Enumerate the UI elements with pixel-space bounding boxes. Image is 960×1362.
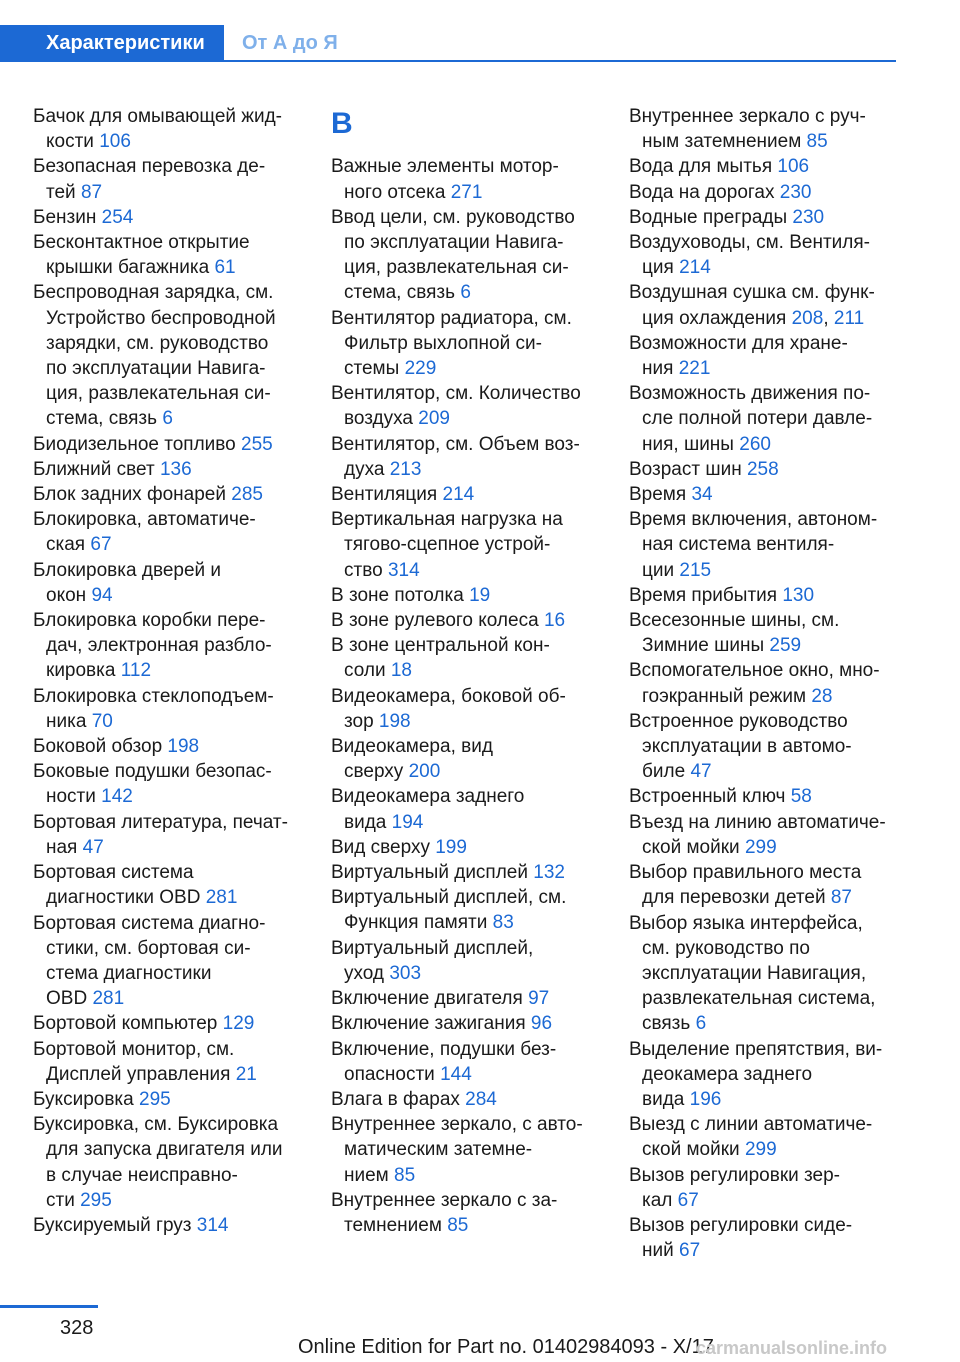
index-entry xyxy=(33,911,303,1012)
page-link[interactable]: 132 xyxy=(533,862,565,884)
entry-text: Вертикальная нагрузка на xyxy=(331,509,563,531)
index-entry xyxy=(331,432,601,482)
page-link[interactable]: 258 xyxy=(746,458,779,480)
page-link[interactable]: 208 xyxy=(791,307,824,329)
index-entry xyxy=(33,734,303,759)
index-entry xyxy=(629,658,904,708)
index-entry xyxy=(629,608,904,658)
entry-text: биле xyxy=(642,761,686,783)
index-entry xyxy=(629,1037,904,1113)
entry-text: Устройство беспроводной xyxy=(46,307,276,329)
entry-text: по эксплуатации Навига- xyxy=(46,358,266,380)
entry-text: Внутреннее зеркало, с авто- xyxy=(331,1114,583,1136)
page-link[interactable]: 87 xyxy=(80,181,103,203)
entry-text: Важные элементы мотор- xyxy=(331,156,559,178)
entry-text: Вентилятор, см. Объем воз- xyxy=(331,433,580,455)
index-entry xyxy=(331,154,601,204)
index-entry xyxy=(629,911,904,1037)
index-entry xyxy=(629,205,904,230)
entry-text: Бачок для омывающей жид- xyxy=(33,106,283,127)
page-link[interactable]: 295 xyxy=(80,1189,112,1211)
entry-text: Боковой обзор xyxy=(33,736,163,758)
page-link[interactable]: 199 xyxy=(435,836,467,858)
footer-accent-line xyxy=(0,1305,98,1308)
page-link[interactable]: 18 xyxy=(390,660,412,682)
entry-text: Воздуховоды, см. Вентиля- xyxy=(629,232,870,254)
entry-text: ний xyxy=(642,1240,674,1262)
entry-text: Бесконтактное открытие xyxy=(33,232,250,254)
page-link[interactable]: 85 xyxy=(447,1214,469,1236)
entry-text: Ближний свет xyxy=(33,458,155,480)
entry-text: В зоне центральной кон- xyxy=(331,635,550,657)
page-link[interactable]: 285 xyxy=(231,484,263,506)
entry-text: по эксплуатации Навига- xyxy=(344,232,564,253)
entry-text: Возраст шин xyxy=(629,458,742,480)
page-link[interactable]: 299 xyxy=(744,1139,777,1161)
page-link[interactable]: 67 xyxy=(679,1240,701,1262)
page-link[interactable]: 281 xyxy=(205,887,238,909)
entry-text: Фильтр выхлопной си- xyxy=(344,332,542,354)
entry-text: ской мойки xyxy=(642,1139,740,1161)
page-link[interactable]: 254 xyxy=(101,206,134,228)
index-entry xyxy=(331,608,601,633)
entry-text: Включение зажигания xyxy=(331,1013,526,1035)
entry-text: деокамера заднего xyxy=(642,1063,813,1085)
entry-text: духа xyxy=(344,458,385,480)
entry-text: для запуска двигателя или xyxy=(46,1139,283,1161)
page-link[interactable]: 303 xyxy=(389,962,422,984)
entry-text: для перевозки детей xyxy=(642,887,826,909)
page-number: 328 xyxy=(60,1317,94,1339)
entry-text: Буксировка, см. Буксировка xyxy=(33,1114,279,1136)
index-entry xyxy=(331,684,601,734)
entry-text: Вентилятор радиатора, см. xyxy=(331,307,572,329)
entry-text: воздуха xyxy=(344,408,413,430)
page-link[interactable]: 215 xyxy=(679,559,712,581)
page-link[interactable]: 106 xyxy=(99,131,131,153)
index-entry xyxy=(629,457,904,482)
entry-text: развлекательная система, xyxy=(642,988,876,1010)
entry-text: ная система вентиля- xyxy=(642,534,835,556)
index-entry xyxy=(33,558,303,608)
entry-text: Виртуальный дисплей, xyxy=(331,937,534,959)
index-entry xyxy=(629,1163,904,1213)
entry-text: стема, связь xyxy=(46,408,158,430)
entry-text: темнением xyxy=(344,1214,442,1236)
index-entry xyxy=(33,1037,303,1087)
entry-text: Внутреннее зеркало с руч- xyxy=(629,106,866,127)
page-link[interactable]: 259 xyxy=(769,635,802,657)
index-entry xyxy=(629,230,904,280)
entry-text: Вода для мытья xyxy=(629,156,773,178)
tab-characteristics[interactable]: Характеристики xyxy=(0,25,224,62)
entry-text: ция охлаждения xyxy=(642,307,787,329)
page-link[interactable]: 211 xyxy=(833,307,865,329)
page-link[interactable]: 214 xyxy=(442,484,475,506)
entry-text: сле полной потери давле- xyxy=(642,408,873,430)
page-link[interactable]: 229 xyxy=(404,358,437,380)
page-link[interactable]: 85 xyxy=(394,1164,416,1186)
entry-text: вида xyxy=(642,1088,685,1110)
entry-text: стема диагностики xyxy=(46,962,212,984)
page-link[interactable]: 6 xyxy=(460,282,471,304)
index-entry xyxy=(331,381,601,431)
watermark-text: carmanualsonline.info xyxy=(696,1338,888,1358)
entry-text: Ввод цели, см. руководство xyxy=(331,206,575,228)
entry-text: матическим затемне- xyxy=(344,1139,533,1161)
entry-text: Вентилятор, см. Количество xyxy=(331,383,581,405)
entry-text: Безопасная перевозка де- xyxy=(33,156,266,178)
entry-text: Вызов регулировки зер- xyxy=(629,1164,841,1186)
index-entry xyxy=(629,709,904,785)
index-entry xyxy=(331,1112,601,1188)
entry-text: кости xyxy=(46,131,94,153)
page-link[interactable]: 214 xyxy=(679,257,711,279)
entry-text: Видеокамера заднего xyxy=(331,786,525,808)
entry-text: Функция памяти xyxy=(344,912,488,934)
entry-text: Вода на дорогах xyxy=(629,181,775,203)
entry-text: Возможность движения по- xyxy=(629,383,871,405)
entry-text: стики, см. бортовая си- xyxy=(46,937,251,959)
entry-text: Дисплей управления xyxy=(46,1063,231,1085)
entry-text: связь xyxy=(642,1013,691,1035)
index-entry: Воздушная сушка см. функ- ция охлаждения 208, 211 xyxy=(629,282,875,329)
page-link[interactable]: 200 xyxy=(408,761,441,783)
entry-text: Бензин xyxy=(33,206,97,228)
index-entry xyxy=(33,759,303,809)
header-bar xyxy=(0,0,960,62)
page-link[interactable]: 67 xyxy=(677,1189,699,1211)
entry-text: Вентиляция xyxy=(331,484,438,506)
index-entry xyxy=(629,180,904,205)
index-entry xyxy=(331,1188,601,1238)
index-entry xyxy=(331,1037,601,1087)
page-link[interactable]: 260 xyxy=(739,433,771,455)
page-link[interactable]: 58 xyxy=(790,786,812,808)
page-link[interactable]: 83 xyxy=(492,912,514,934)
entry-text: Время прибытия xyxy=(629,584,778,606)
index-entry xyxy=(33,684,303,734)
index-entry xyxy=(331,507,601,583)
entry-text: Бортовая система xyxy=(33,862,194,884)
index-column-3 xyxy=(629,104,904,1263)
index-entry xyxy=(331,633,601,683)
entry-text: Встроенный ключ xyxy=(629,786,786,808)
page-link[interactable]: 230 xyxy=(779,181,812,203)
index-entry xyxy=(33,1213,303,1238)
index-entry xyxy=(629,331,904,381)
index-entry xyxy=(33,1087,303,1112)
page-link[interactable]: 6 xyxy=(162,408,173,430)
index-entry xyxy=(629,583,904,608)
entry-text: Внутреннее зеркало с за- xyxy=(331,1189,558,1211)
entry-text: см. руководство по xyxy=(642,937,810,959)
entry-text: Буксируемый груз xyxy=(33,1214,192,1236)
index-entry xyxy=(331,734,601,784)
entry-text: нием xyxy=(344,1164,389,1186)
index-entry xyxy=(629,1213,904,1263)
page-link[interactable]: 85 xyxy=(806,131,828,153)
index-entry xyxy=(33,230,303,280)
index-entry xyxy=(33,205,303,230)
entry-text: тягово-сцепное устрой- xyxy=(344,534,551,556)
index-entry xyxy=(629,860,904,910)
entry-text: ника xyxy=(46,710,87,732)
index-entry xyxy=(629,154,904,179)
entry-text: Водные преграды xyxy=(629,206,788,228)
entry-text: Биодизельное топливо xyxy=(33,433,236,455)
entry-text: Всесезонные шины, см. xyxy=(629,610,840,632)
index-entry xyxy=(33,154,303,204)
entry-text: окон xyxy=(46,584,87,606)
entry-text: эксплуатации в автомо- xyxy=(642,736,852,758)
entry-text: в случае неисправно- xyxy=(46,1164,238,1186)
page-link[interactable]: 129 xyxy=(222,1013,255,1035)
entry-text: В зоне рулевого колеса xyxy=(331,610,539,632)
entry-text: Включение, подушки без- xyxy=(331,1038,557,1060)
entry-text: диагностики OBD xyxy=(46,887,201,909)
page-link[interactable]: 221 xyxy=(678,358,711,380)
page-link[interactable]: 47 xyxy=(690,761,712,783)
tab-a-to-z[interactable]: От А до Я xyxy=(242,32,338,54)
entry-text: ная xyxy=(46,836,78,858)
page-link[interactable]: 314 xyxy=(387,559,420,581)
page-link[interactable]: 94 xyxy=(91,584,113,606)
entry-text: Виртуальный дисплей xyxy=(331,862,528,884)
index-entry xyxy=(331,860,601,885)
entry-text: Бортовой монитор, см. xyxy=(33,1038,235,1060)
entry-text: ской мойки xyxy=(642,836,740,858)
entry-text: крышки багажника xyxy=(46,257,210,279)
entry-text: Время включения, автоном- xyxy=(629,509,878,531)
entry-text: ство xyxy=(344,559,383,581)
entry-text: Вид сверху xyxy=(331,836,430,858)
index-entry xyxy=(33,507,303,557)
index-entry xyxy=(331,583,601,608)
page-link[interactable]: 230 xyxy=(792,206,825,228)
entry-text: Выделение препятствия, ви- xyxy=(629,1038,883,1060)
entry-text: Выбор правильного места xyxy=(629,862,862,884)
entry-text: Буксировка xyxy=(33,1088,134,1110)
entry-text: стема, связь xyxy=(344,282,456,304)
entry-text: Видеокамера, вид xyxy=(331,736,493,758)
index-entry xyxy=(33,608,303,684)
entry-text: OBD xyxy=(46,988,88,1010)
page-link[interactable]: 299 xyxy=(744,836,777,858)
entry-text: ния, шины xyxy=(642,433,734,455)
page-link[interactable]: 281 xyxy=(92,988,125,1010)
entry-text: сверху xyxy=(344,761,404,783)
entry-text: вида xyxy=(344,811,387,833)
entry-text: ния xyxy=(642,358,674,380)
page-link[interactable]: 70 xyxy=(91,710,113,732)
index-entry xyxy=(331,205,601,306)
entry-text: ская xyxy=(46,534,86,556)
page-link[interactable]: 198 xyxy=(378,710,411,732)
entry-text: Влага в фарах xyxy=(331,1088,460,1110)
index-entry xyxy=(331,784,601,834)
entry-text: дач, электронная разбло- xyxy=(46,635,272,657)
entry-text: сти xyxy=(46,1189,75,1211)
index-entry xyxy=(331,482,601,507)
index-entry xyxy=(629,810,904,860)
index-entry xyxy=(33,810,303,860)
section-letter: В xyxy=(331,107,353,140)
page-link[interactable]: 198 xyxy=(167,736,200,758)
entry-text: Выбор языка интерфейса, xyxy=(629,912,863,934)
page-link[interactable]: 67 xyxy=(90,534,112,556)
page-link[interactable]: 130 xyxy=(782,584,815,606)
entry-text: Встроенное руководство xyxy=(629,710,848,732)
entry-text: кировка xyxy=(46,660,116,682)
page-link[interactable]: 19 xyxy=(469,584,491,606)
entry-text: гоэкранный режим xyxy=(642,685,807,707)
page-link[interactable]: 47 xyxy=(82,836,104,858)
entry-text: Вызов регулировки сиде- xyxy=(629,1214,853,1236)
page-link[interactable]: 97 xyxy=(528,988,550,1010)
page-link[interactable]: 34 xyxy=(691,484,713,506)
entry-text: Время xyxy=(629,484,687,506)
index-entry xyxy=(331,986,601,1011)
entry-text: Виртуальный дисплей, см. xyxy=(331,887,567,909)
index-entry xyxy=(331,835,601,860)
page-link[interactable]: 106 xyxy=(777,156,810,178)
page-link[interactable]: 21 xyxy=(235,1063,257,1085)
page-link[interactable]: 16 xyxy=(543,610,566,632)
page-link[interactable]: 87 xyxy=(830,887,852,909)
entry-text: Зимние шины xyxy=(642,635,765,657)
page-link[interactable]: 144 xyxy=(440,1063,472,1085)
page-link[interactable]: 196 xyxy=(689,1088,722,1110)
edition-text: Online Edition for Part no. 01402984093 - X/17 xyxy=(298,1336,714,1358)
index-entry xyxy=(629,104,904,154)
page-link[interactable]: 284 xyxy=(465,1088,497,1110)
entry-text: Блокировка коробки пере- xyxy=(33,610,266,632)
entry-text: Включение двигателя xyxy=(331,988,523,1010)
entry-text: ция xyxy=(642,257,674,279)
page-link[interactable]: 271 xyxy=(450,181,483,203)
index-entry xyxy=(33,482,303,507)
index-entry xyxy=(629,1112,904,1162)
index-column-2 xyxy=(331,104,601,1238)
page-link[interactable]: 136 xyxy=(159,458,192,480)
entry-text: Воздушная сушка см. функ- xyxy=(629,282,875,304)
page-link[interactable]: 142 xyxy=(101,786,133,808)
entry-text: Видеокамера, боковой об- xyxy=(331,685,566,707)
page-link[interactable]: 61 xyxy=(214,257,236,279)
index-column-1 xyxy=(33,104,303,1238)
entry-text: опасности xyxy=(344,1063,435,1085)
index-entry xyxy=(629,381,904,457)
index-entry xyxy=(629,482,904,507)
index-entry xyxy=(629,784,904,809)
index-entry xyxy=(33,1011,303,1036)
entry-text: соли xyxy=(344,660,386,682)
entry-text: Выезд с линии автоматиче- xyxy=(629,1114,873,1136)
entry-text: Бортовая литература, печат- xyxy=(33,811,288,833)
index-entry xyxy=(33,457,303,482)
index-entry xyxy=(331,1011,601,1036)
index-entry xyxy=(331,306,601,382)
entry-text: ным затемнением xyxy=(642,131,802,153)
entry-text: Блокировка дверей и xyxy=(33,559,222,581)
entry-text: Боковые подушки безопас- xyxy=(33,761,272,783)
page-link[interactable]: 255 xyxy=(241,433,273,455)
entry-text: ности xyxy=(46,786,96,808)
index-entry xyxy=(33,280,303,431)
entry-text: ного отсека xyxy=(344,181,446,203)
page-link[interactable]: 213 xyxy=(389,458,422,480)
entry-text: тей xyxy=(46,181,76,203)
index-entry xyxy=(33,432,303,457)
entry-text: зарядки, см. руководство xyxy=(46,332,269,354)
entry-text: Блокировка, автоматиче- xyxy=(33,509,256,531)
index-entry xyxy=(331,885,601,935)
entry-text: ция, развлекательная си- xyxy=(46,383,271,405)
entry-text: Бортовая система диагно- xyxy=(33,912,266,934)
entry-text: стемы xyxy=(344,358,400,380)
entry-text: Блок задних фонарей xyxy=(33,484,226,506)
entry-text: Возможности для хране- xyxy=(629,332,848,354)
header-divider xyxy=(224,60,896,62)
page-link[interactable]: 112 xyxy=(120,660,152,682)
page-link[interactable]: 6 xyxy=(695,1013,707,1035)
entry-text: Беспроводная зарядка, см. xyxy=(33,282,274,304)
entry-text: эксплуатации Навигация, xyxy=(642,962,867,984)
index-entry xyxy=(33,860,303,910)
entry-text: уход xyxy=(344,962,385,984)
index-entry xyxy=(629,507,904,583)
entry-text: Бортовой компьютер xyxy=(33,1013,218,1035)
page-link[interactable]: 28 xyxy=(811,685,833,707)
entry-text: зор xyxy=(344,710,374,732)
page-link[interactable]: 314 xyxy=(196,1214,229,1236)
entry-text: ции xyxy=(642,559,675,581)
index-entry xyxy=(331,1087,601,1112)
entry-text: ция, развлекательная си- xyxy=(344,257,569,279)
page-link[interactable]: 295 xyxy=(139,1088,171,1110)
page-link[interactable]: 209 xyxy=(418,408,450,430)
index-entry xyxy=(33,104,303,154)
entry-text: Въезд на линию автоматиче- xyxy=(629,811,886,833)
index-entry xyxy=(331,936,601,986)
index-entry xyxy=(33,1112,303,1213)
entry-text: Вспомогательное окно, мно- xyxy=(629,660,880,682)
entry-text: В зоне потолка xyxy=(331,584,464,606)
entry-text: кал xyxy=(642,1189,673,1211)
page-link[interactable]: 194 xyxy=(391,811,424,833)
page-link[interactable]: 96 xyxy=(530,1013,553,1035)
entry-text: Блокировка стеклоподъем- xyxy=(33,685,274,707)
